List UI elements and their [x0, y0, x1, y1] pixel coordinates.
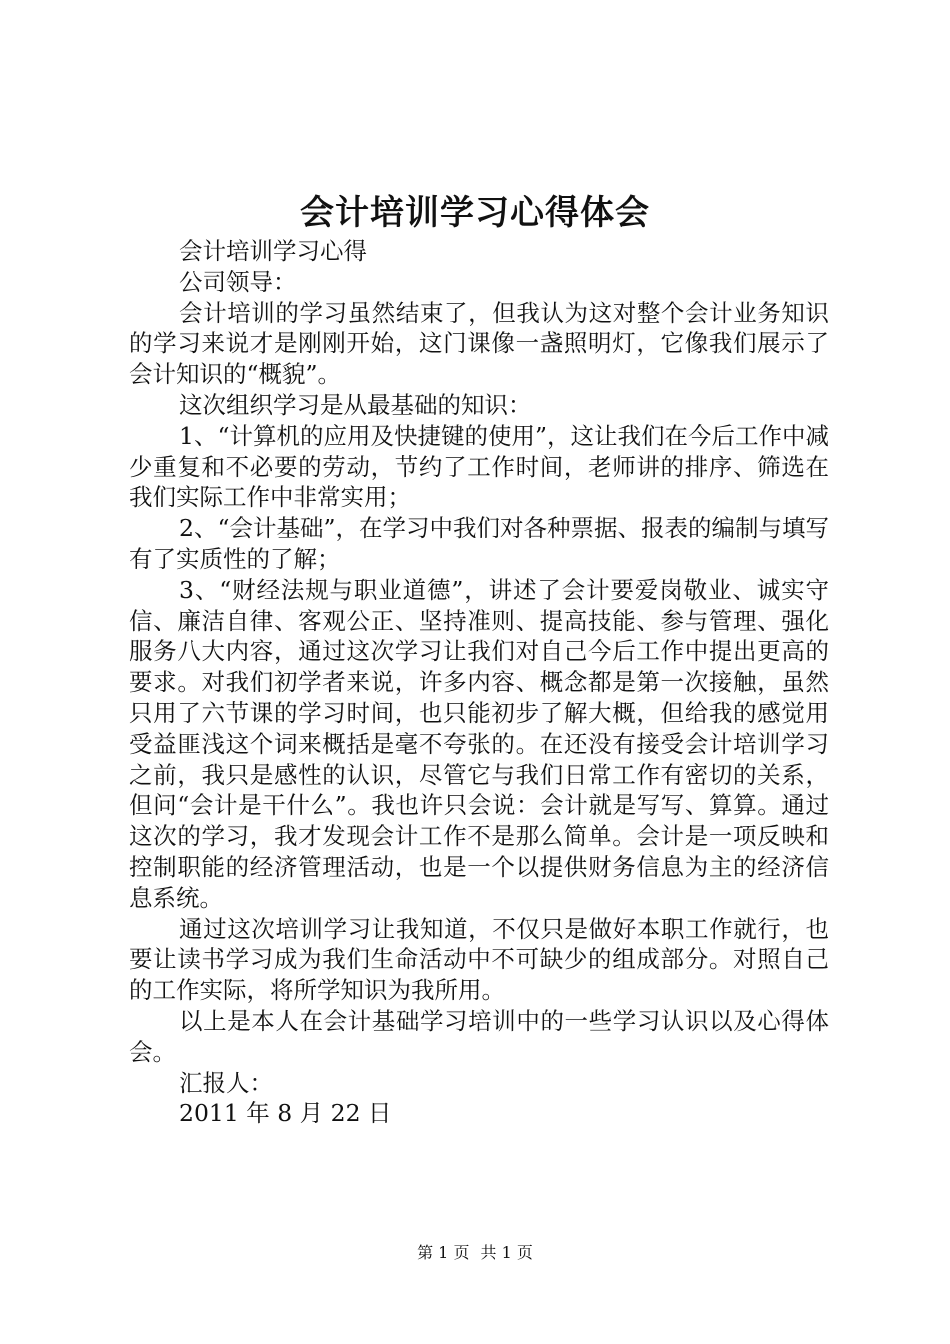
paragraph-closing: 以上是本人在会计基础学习培训中的一些学习认识以及心得体会。 [129, 1006, 829, 1066]
reporter-label: 汇报人： [179, 1068, 273, 1097]
page-footer [0, 1240, 950, 1263]
paragraph-item-1: 1、“计算机的应用及快捷键的使用”，这让我们在今后工作中减少重复和不必要的劳动，节约了工作时间，老师讲的排序、筛选在我们实际工作中非常实用； [129, 421, 829, 512]
document-title: 会计培训学习心得体会 [300, 193, 650, 233]
page-number: 第 1 页 [417, 1243, 470, 1262]
paragraph-scope: 这次组织学习是从最基础的知识： [179, 390, 532, 419]
paragraph-item-2: 2、“会计基础”，在学习中我们对各种票据、报表的编制与填写有了实质性的了解； [129, 514, 829, 573]
paragraph-salutation: 公司领导： [179, 267, 297, 296]
paragraph-intro: 会计培训的学习虽然结束了，但我认为这对整个会计业务知识的学习来说才是刚刚开始，这门课像一盏照明灯，它像我们展示了会计知识的“概貌”。 [129, 298, 829, 389]
document-body [129, 236, 829, 1129]
page-total: 共 1 页 [480, 1243, 533, 1262]
paragraph-reflection: 通过这次培训学习让我知道，不仅只是做好本职工作就行，也要让读书学习成为我们生命活动中不可缺少的组成部分。对照自己的工作实际，将所学知识为我所用。 [129, 914, 829, 1005]
paragraph-subtitle: 会计培训学习心得 [179, 237, 367, 265]
report-date: 2011 年 8 月 22 日 [179, 1099, 392, 1128]
paragraph-item-3: 3、“财经法规与职业道德”，讲述了会计要爱岗敬业、诚实守信、廉洁自律、客观公正、坚持准则、提高技能、参与管理、强化服务八大内容，通过这次学习让我们对自己今后工作中提出更高的要求。对我们初学者来说，许多内容、概念都是第一次接触，虽然只用了六节课的学习时间，也只能初步了解大概，但给我的感觉用受益匪浅这个词来概括是毫不夸张的。在还没有接受会计培训学习之前，我只是感性的认识，尽管它与我们日常工作有密切的关系，但问“会计是干什么”。我也许只会说：会计就是写写、算算。通过这次的学习，我才发现会计工作不是那么简单。会计是一项反映和控制职能的经济管理活动，也是一个以提供财务信息为主的经济信息系统。 [129, 575, 829, 912]
